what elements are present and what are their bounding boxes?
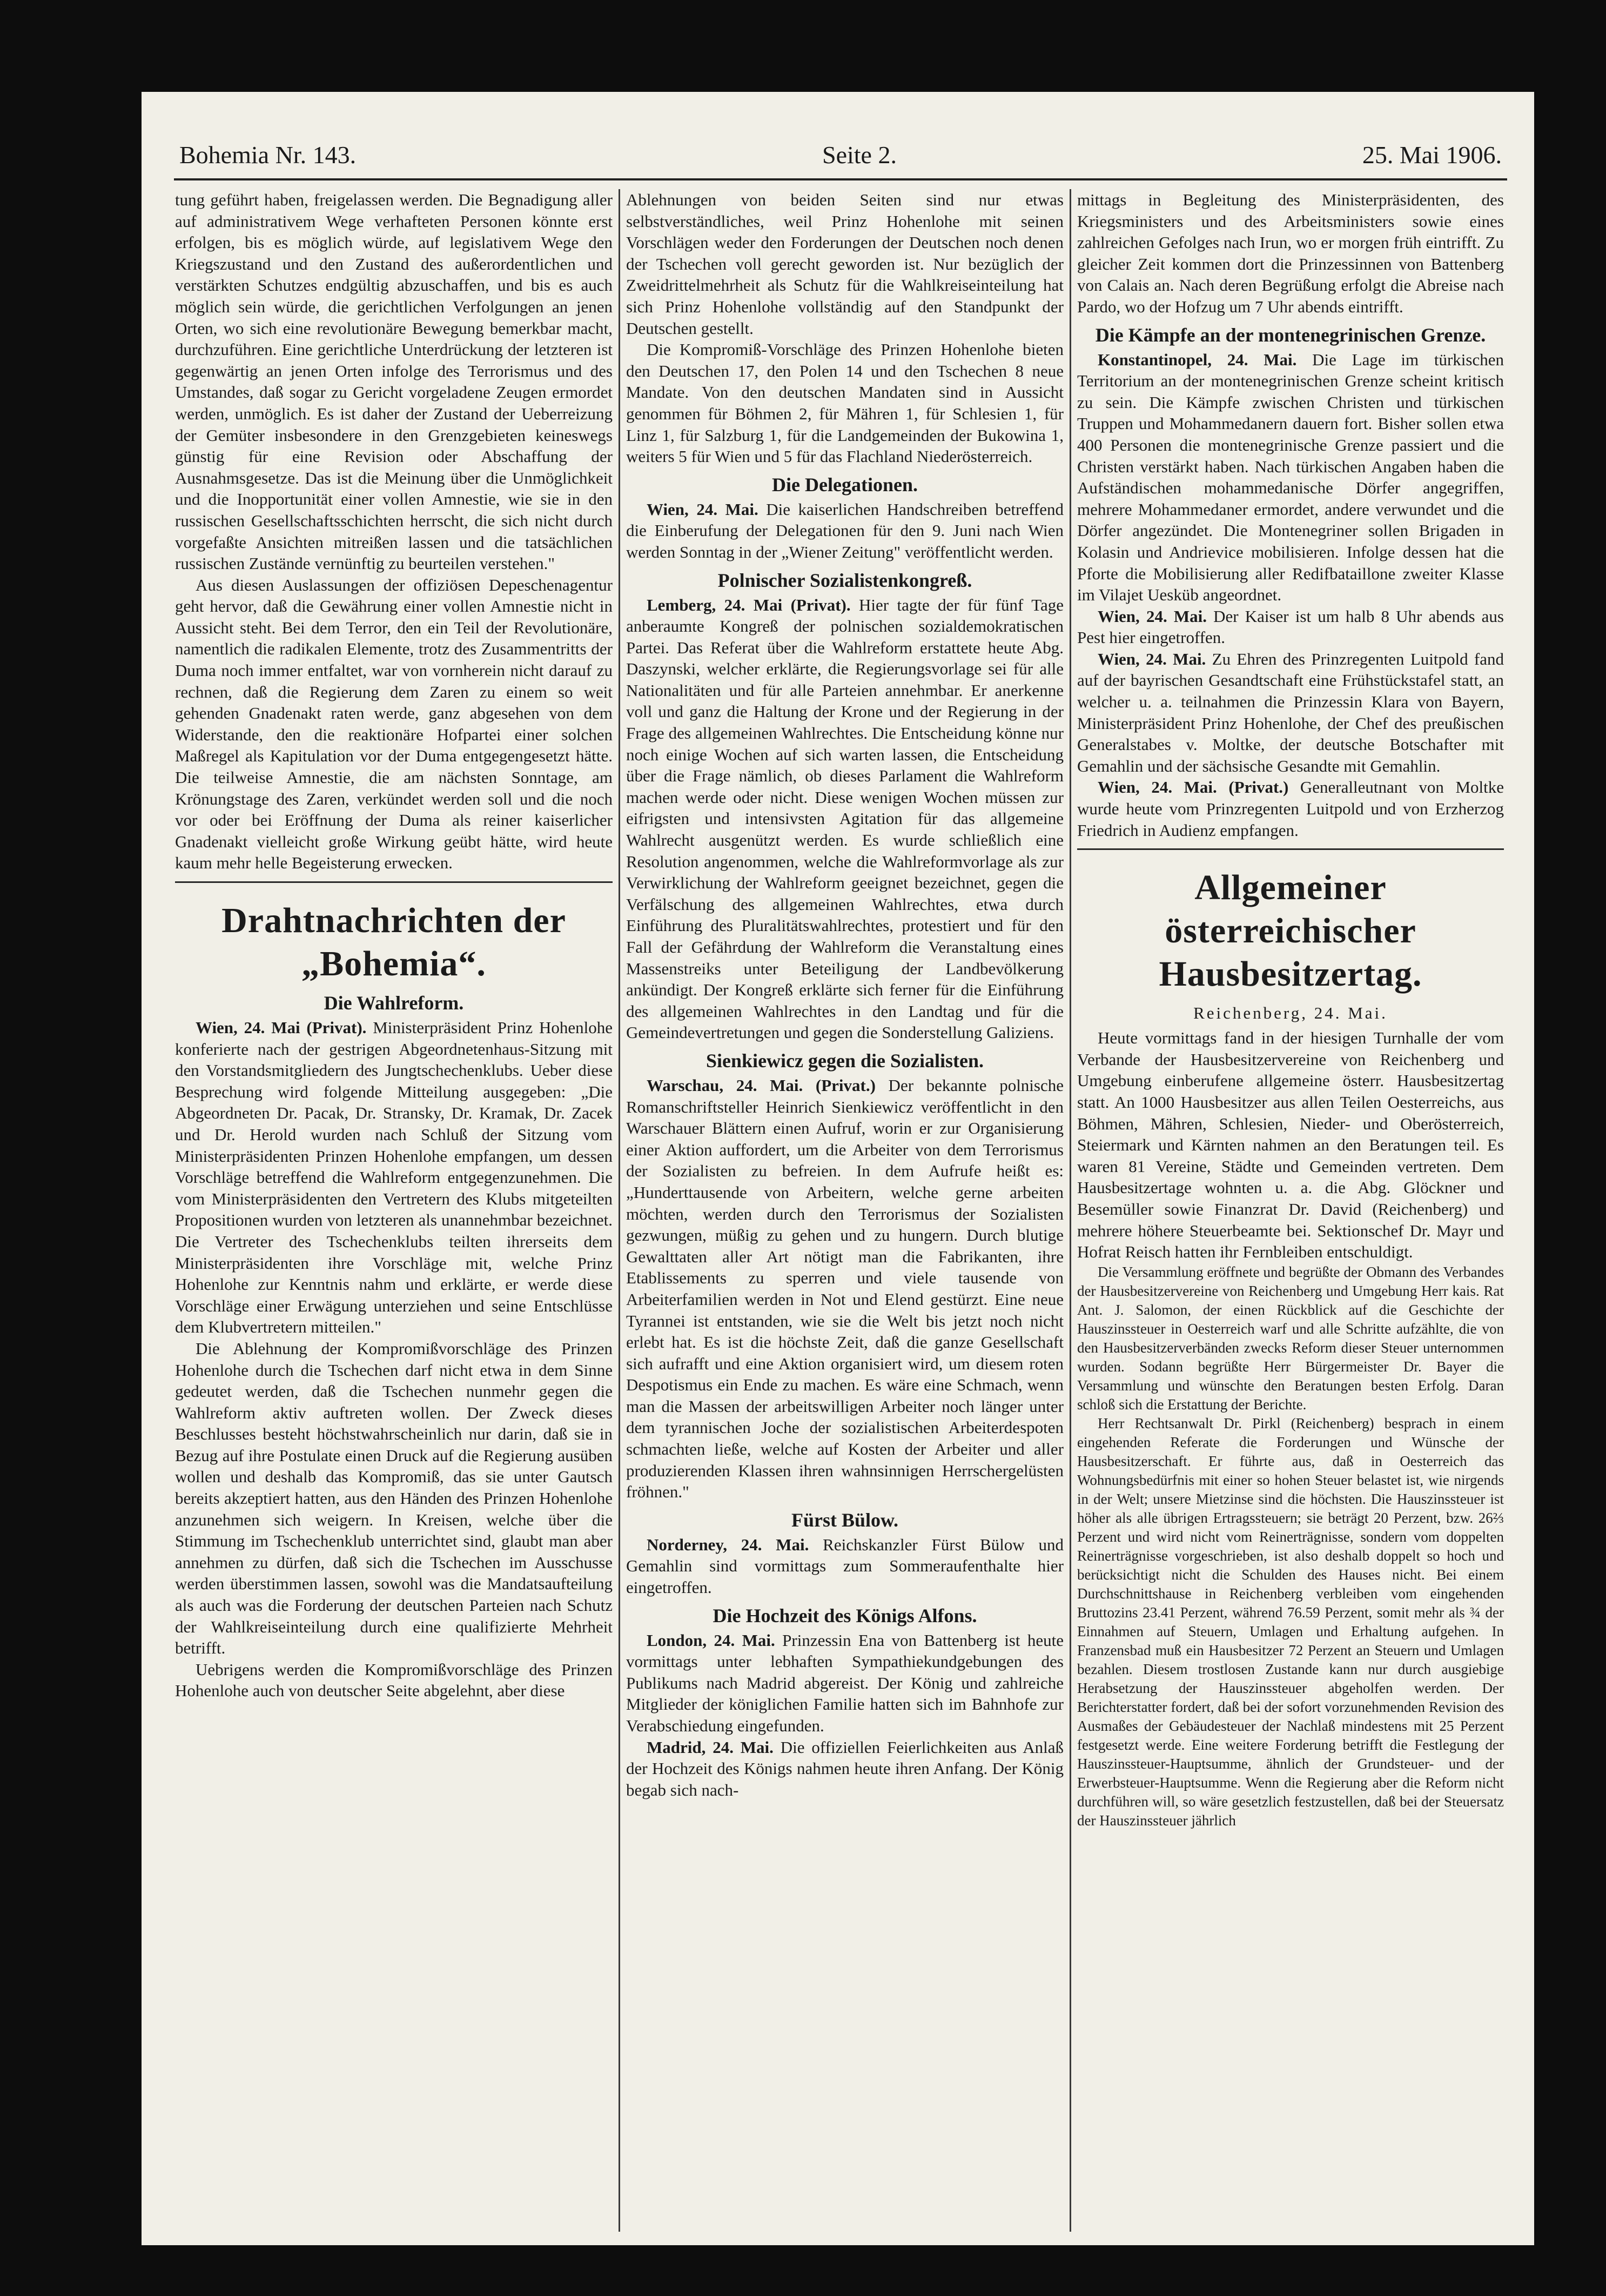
article-paragraph (1077, 648, 1504, 777)
header-page-number: Seite 2. (822, 141, 897, 169)
column-divider (619, 189, 620, 2232)
article-text: Die offiziellen Feierlichkeiten aus Anlaß der Hochzeit des Königs nahmen heute ihren Anfang. Der König begab sich nach- (626, 1737, 1064, 1799)
dateline: London, 24. Mai. (647, 1630, 775, 1650)
article-text: Zu Ehren des Prinzregenten Luitpold fand auf der bayrischen Gesandtschaft eine Frühstückstafel statt, an welcher u. a. teilnahmen die Prinzessin Klara von Bayern, Ministerpräsident Prinz Hohenlohe, der Chef des preußischen Generalstabes v. Moltke, der deutsche Botschafter mit Gemahlin und der sächsische Gesandte mit Gemahlin. (1077, 649, 1504, 775)
dateline-centered: Reichenberg, 24. Mai. (1193, 1003, 1388, 1023)
article-text: Ministerpräsident Prinz Hohenlohe konferierte nach der gestrigen Abgeordnetenhaus-Sitzung mit den Vorstandsmitgliedern des Jungtschechenklubs. Ueber diese Besprechung wird folgende Mitteilung ausgegeben: „Die Abgeordneten Dr. Pacak, Dr. Stransky, Dr. Kramak, Dr. Zacek und Dr. Herold wurden nach Schluß der Sitzung vom Ministerpräsidenten Prinzen Hohenlohe empfangen, um dessen Vorschläge betreffend die Wahlreform entgegenzunehmen. Die vom Ministerpräsidenten den Vertretern des Klubs mitgeteilten Propositionen wurden von letzteren als unannehmbar bezeichnet. Die Vertreter des Tschechenklubs teilten ihrerseits dem Ministerpräsidenten ihre Vorschläge mit, welche Prinz Hohenlohe zur Kenntnis nahm und erklärte, er werde diese Vorschläge einer Erwägung unterziehen und seine Entschlüsse dem Klubvertretern mitteilen." (175, 1018, 613, 1337)
article-text: Hier tagte der für fünf Tage anberaumte Kongreß der polnischen sozialdemokratischen Partei. Das Referat über die Wahlreform erstattete heute Abg. Daszynski, welcher erklärte, die Regierungsvorlage sei für alle Nationalitäten und für alle Parteien annehmbar. Er anerkenne voll und ganz die Haltung der Krone und der Regierung in der Frage des allgemeinen Wahlrechtes. Die Entscheidung könne nur noch einige Wochen auf sich warten lassen, die Entscheidung über die Frage nämlich, ob dieses Parlament die Wahlreform machen werde oder nicht. Diese wenigen Wochen müssen zur eifrigsten und intensivsten Agitation für das allgemeine Wahlrecht ausgenützt werden. Es wurde schließlich eine Resolution angenommen, welche die Wahlreformvorlage als zur Verwirklichung der Wahlreform geeignet bezeichnet, gegen die Verfälschung des allgemeinen Wahlrechtes, etwa durch Einführung des Pluralitätswahlrechtes, protestiert und für den Fall der Gefährdung der Wahlreform die Veranstaltung eines Massenstreiks unter Beteiligung der Landbevölkerung ankündigt. Der Kongreß erklärte sich ferner für die Einführung des allgemeinen Wahlrechtes in den Landtag und für die Gemeindevertretungen und gegen die Sonderstellung Galiziens. (626, 595, 1064, 1042)
article-text: Der Kaiser ist um halb 8 Uhr abends aus Pest hier eingetroffen. (1077, 606, 1504, 647)
article-paragraph (626, 594, 1064, 1043)
article-text: Reichskanzler Fürst Bülow und Gemahlin sind vormittags zum Sommeraufenthalte hier eingetroffen. (626, 1535, 1064, 1597)
article-paragraph (626, 1534, 1064, 1598)
dateline: Konstantinopel, 24. Mai. (1098, 350, 1297, 369)
column-3 (1077, 189, 1504, 1830)
article-text: Die kaiserlichen Handschreiben betreffend die Einberufung der Delegationen für den 9. Juni nach Wien werden Sonntag in der „Wiener Zeitung" veröffentlicht werden. (626, 499, 1064, 561)
paragraph: Heute vormittags fand in der hiesigen Turnhalle der vom Verbande der Hausbesitzervereine von Reichenberg und Umgebung einberufene allgemeine österr. Hausbesitzertag statt. An 1000 Hausbesitzer aus allen Teilen Oesterreichs, aus Böhmen, Mähren, Schlesien, Nieder- und Oberösterreich, Steiermark und Kärnten nahmen an den Beratungen teil. Es waren 81 Vereine, Städte und Gemeinden vertreten. Dem Hausbesitzertage wohnten u. a. die Abg. Glöckner und Besemüller sowie Finanzrat Dr. David (Reichenberg) und mehrere höhere Steuerbeamte bei. Sektionschef Dr. Mayr und Hofrat Reisch hatten ihr Fernbleiben entschuldigt. (1077, 1028, 1504, 1262)
article-paragraph (626, 1630, 1064, 1737)
dateline: Madrid, 24. Mai. (647, 1737, 774, 1757)
article-text: Prinzessin Ena von Battenberg ist heute vormittags unter lebhaften Sympathiekundgebungen des Publikums nach Madrid abgereist. Der König und zahlreiche Mitglieder der königlichen Familie hatten sich im Bahnhofe zur Verabschiedung eingefunden. (626, 1630, 1064, 1735)
article-heading: Die Hochzeit des Königs Alfons. (713, 1604, 977, 1626)
header-rule (174, 178, 1507, 180)
article-paragraph (1077, 606, 1504, 648)
article-heading: Sienkiewicz gegen die Sozialisten. (706, 1049, 984, 1072)
dateline: Wien, 24. Mai. (Privat.) (1098, 778, 1289, 797)
newspaper-page (142, 92, 1534, 2245)
dateline: Wien, 24. Mai. (647, 499, 758, 519)
article-heading: Die Wahlreform. (324, 992, 464, 1014)
paragraph: Aus diesen Auslassungen der offiziösen Depeschenagentur geht hervor, daß die Gewährung einer vollen Amnestie nicht in Aussicht steht. Bei dem Terror, den ein Teil der Revolutionäre, namentlich die radikalen Elemente, trotz des Zusammentritts der Duma noch immer entfaltet, war von vornherein nicht darauf zu rechnen, daß die Regierung dem Zaren zu einem so weit gehenden Gnadenakt raten werde, ganz abgesehen von dem Widerstande, den die reaktionäre Hofpartei einer solchen Maßregel als Kapitulation vor der Duma entgegengesetzt hätte. Die teilweise Amnestie, die am nächsten Sonntage, am Krönungstage des Zaren, verkündet werden soll und die noch vor oder bei Eröffnung der Duma als reiner kaiserlicher Gnadenakt vielleicht große Wirkung geübt hätte, wird heute kaum mehr helle Begeisterung erwecken. (175, 575, 613, 873)
section-rule (1077, 848, 1504, 850)
article-heading: Die Kämpfe an der montenegrinischen Grenze. (1095, 324, 1486, 346)
dateline: Norderney, 24. Mai. (647, 1535, 809, 1554)
header-date: 25. Mai 1906. (1362, 141, 1502, 169)
section-rule (175, 881, 613, 883)
paragraph: Die Ablehnung der Kompromißvorschläge des Prinzen Hohenlohe durch die Tschechen darf nicht etwa in dem Sinne gedeutet werden, daß die Tschechen nunmehr gegen die Wahlreform aktiv auftreten wollen. Der Zweck dieses Beschlusses besteht höchstwahrscheinlich nur darin, daß sie in Bezug auf ihre Postulate einen Druck auf die Regierung ausüben wollen und deshalb das Kompromiß, das sie unter Gautsch bereits akzeptiert hatten, aus den Händen des Prinzen Hohenlohe anzunehmen sich weigern. In Kreisen, welche über die Stimmung im Tschechenklub unterrichtet sind, glaubt man aber annehmen zu dürfen, daß sich die Tschechen im Ausschusse werden überstimmen lassen, sowohl was die Mandatsaufteilung als auch was die Forderung der deutschen Parteien nach Schutz der Wahlkreiseinteilung durch eine qualifizierte Mehrheit betrifft. (175, 1338, 613, 1658)
article-paragraph (626, 499, 1064, 563)
article-heading: Fürst Bülow. (791, 1509, 899, 1531)
article-text: Generalleutnant von Moltke wurde heute vom Prinzregenten Luitpold und von Erzherzog Friedrich in Audienz empfangen. (1077, 778, 1504, 840)
paragraph: Ablehnungen von beiden Seiten sind nur etwas selbstverständliches, weil Prinz Hohenlohe mit seinen Vorschlägen weder den Forderungen der Deutschen noch denen der Tschechen voll gerecht geworden ist. Nur bezüglich der Zweidrittelmehrheit als Schutz für die Wahlkreiseinteilung hat sich Prinz Hohenlohe vollständig auf den Standpunkt der Deutschen gestellt. (626, 190, 1064, 338)
paragraph: tung geführt haben, freigelassen werden. Die Begnadigung aller auf administrativem Wege verhafteten Personen könnte erst erfolgen, bis es möglich würde, auf legislativem Wege den Kriegszustand und den Zustand des außerordentlichen und verstärkten Schutzes endgültig abzuschaffen, und bis es auch möglich sein würde, die gerichtlichen Verfolgungen an jenen Orten, wo sich eine revolutionäre Bewegung bemerkbar macht, durchzuführen. Eine gerichtliche Unterdrückung der letzteren ist gegenwärtig an jenen Orten infolge des Terrorismus und des Umstandes, daß sogar zu Gericht vorgeladene Zeugen ermordet werden, unmöglich. Es ist daher der Zustand der Ueberreizung der Gemüter insbesondere in den Grenzgebieten keineswegs günstig für eine Revision oder Abschaffung der Ausnahmsgesetze. Das ist die Meinung über die Unmöglichkeit und die Inopportunität einer vollen Amnestie, wie sie in den russischen Gesellschaftsschichten herrscht, die sich nicht durch vorgefaßte Ansichten mitreißen lassen und die tatsächlichen russischen Zustände vernünftig zu beurteilen verstehen." (175, 190, 613, 573)
section-heading-hausbesitzertag: Allgemeiner österreichischer Hausbesitzertag. (1159, 868, 1422, 994)
dateline: Lemberg, 24. Mai (Privat). (647, 595, 851, 614)
column-2 (626, 189, 1064, 1800)
paragraph: Die Versammlung eröffnete und begrüßte der Obmann des Verbandes der Hausbesitzervereine von Reichenberg und Umgebung Herr kais. Rat Ant. J. Salomon, der einen Rückblick auf die Geschichte der Hauszinssteuer in Oesterreich warf und alle Schritte aufzählte, die von den Hausbesitzerverbänden zwecks Reform dieser Steuer unternommen wurden. Sodann begrüßte Herr Bürgermeister Dr. Bayer die Versammlung und wünschte den Beratungen besten Erfolg. Daran schloß sich die Erstattung der Berichte. (1077, 1263, 1504, 1413)
dateline: Wien, 24. Mai (Privat). (196, 1018, 367, 1037)
article-paragraph (626, 1075, 1064, 1503)
paragraph: mittags in Begleitung des Ministerpräsidenten, des Kriegsministers und des Arbeitsministers sowie eines zahlreichen Gefolges nach Irun, wo er morgen früh eintrifft. Zu gleicher Zeit kommen dort die Prinzessinnen von Battenberg von Calais an. Nach deren Begrüßung erfolgt die Abreise nach Pardo, wo der Hofzug um 7 Uhr abends eintrifft. (1077, 190, 1504, 316)
article-heading: Die Delegationen. (772, 473, 918, 496)
page-header (179, 140, 1502, 178)
article-text: Die Lage im türkischen Territorium an der montenegrinischen Grenze scheint kritisch zu sein. Die Kämpfe zwischen Christen und türkischen Truppen und Mohammedanern dauern fort. Bisher sollen etwa 400 Personen die montenegrinische Grenze passiert und die Christen verstärkt haben. Nach türkischen Angaben haben die Aufständischen mohammedanische Dörfer angegriffen, mehrere Mohammedaner ermordet, andere verwundet und die Dörfer angezündet. Die Montenegriner sollen Brigaden in Kolasin und Andrievice mobilisieren. Infolge dessen hat die Pforte die Mobilisierung aller Redifbataillone zweiter Klasse im Vilajet Uesküb angeordnet. (1077, 350, 1504, 605)
article-paragraph (1077, 349, 1504, 606)
article-heading: Polnischer Sozialistenkongreß. (717, 569, 972, 591)
dateline: Wien, 24. Mai. (1098, 649, 1206, 668)
dateline: Warschau, 24. Mai. (Privat.) (647, 1075, 876, 1095)
article-paragraph (626, 1737, 1064, 1801)
column-1 (175, 189, 613, 1702)
section-heading-drahtnachrichten: Drahtnachrichten der „Bohemia“. (221, 901, 566, 983)
paragraph: Herr Rechtsanwalt Dr. Pirkl (Reichenberg) besprach in einem eingehenden Referate die Forderungen und Wünsche der Hausbesitzerschaft. Er führte aus, daß in Oesterreich das Wohnungsbedürfnis mit einer so hohen Steuer belastet ist, wie nirgends in der Welt; unsere Mietzinse sind die höchsten. Die Hauszinssteuer ist höher als alle übrigen Ertragssteuern; sie beträgt 20 Perzent, bzw. 26⅔ Perzent und wird nicht vom Reinerträgnisse, sondern vom doppelten Reinerträgnisse vorgeschrieben, ist also deshalb doppelt so hoch und berücksichtigt nicht die Schulden des Hauses nicht. Bei einem Durchschnittshause in Reichenberg verbleiben vom eingehenden Bruttozins 23.41 Perzent, während 76.59 Perzent, somit mehr als ¾ der Einnahmen auf Steuern, Umlagen und Erhaltung aufgehen. In Franzensbad muß ein Hausbesitzer 72 Perzent an Steuern und Umlagen bezahlen. Diesem trostlosen Zustande kann nur durch ausgiebige Herabsetzung der Hauszinssteuer abgeholfen werden. Der Berichterstatter fordert, daß bei der sofort vorzunehmenden Revision des Ausmaßes der Gebäudesteuer der Nachlaß mindestens mit 25 Perzent festgesetzt werde. Eine weitere Forderung betrifft die Festlegung der Hauszinssteuer-Hauptsumme, ähnlich der Grundsteuer- und der Erwerbsteuer-Hauptsumme. Wenn die Regierung aber die Reform nicht durchführen will, so wäre gesetzlich festzustellen, daß bei der Steuersatz der Hauszinssteuer jährlich (1077, 1415, 1504, 1829)
article-text: Der bekannte polnische Romanschriftsteller Heinrich Sienkiewicz veröffentlicht in den Warschauer Blättern einen Aufruf, worin er zur Organisierung einer Aktion auffordert, um die Arbeiter von dem Terrorismus der Sozialisten zu befreien. In dem Aufrufe heißt es: „Hunderttausende von Arbeitern, welche gerne arbeiten möchten, werden durch den Terrorismus der Sozialisten gezwungen, müßig zu gehen und zu hungern. Durch blutige Gewalttaten aller Art nötigt man die Fabrikanten, ihre Etablissements zu sperren und viele tausende von Arbeiterfamilien werden in Not und Elend gestürzt. Eine neue Tyrannei ist entstanden, wie sie die Welt bis jetzt noch nicht erlebt hat. Es ist die höchste Zeit, daß die ganze Gesellschaft sich aufrafft und eine Aktion organisiert wird, um diesem roten Despotismus ein Ende zu machen. Es wäre eine Schmach, wenn man die Massen der arbeitswilligen Arbeiter noch länger unter dem tyrannischen Joche der sozialistischen Arbeiterdespoten schmachten ließe, welche auf Kosten der Arbeiter und aller produzierenden Klassen ihren wahnsinnigen Herrschergelüsten fröhnen." (626, 1075, 1064, 1502)
header-publication-issue: Bohemia Nr. 143. (179, 141, 357, 169)
paragraph: Uebrigens werden die Kompromißvorschläge des Prinzen Hohenlohe auch von deutscher Seite abgelehnt, aber diese (175, 1659, 613, 1701)
column-divider (1070, 189, 1071, 2232)
article-paragraph (175, 1017, 613, 1338)
paragraph: Die Kompromiß-Vorschläge des Prinzen Hohenlohe bieten den Deutschen 17, den Polen 14 und den Tschechen 8 neue Mandate. Von den deutschen Mandaten sind in Aussicht genommen für Böhmen 2, für Mähren 1, für Schlesien 1, für Linz 1, für Salzburg 1, für die Landgemeinden der Bukowina 1, weiters 5 für Wien und 5 für das Flachland Niederösterreich. (626, 340, 1064, 466)
article-paragraph (1077, 777, 1504, 841)
dateline: Wien, 24. Mai. (1098, 606, 1207, 626)
